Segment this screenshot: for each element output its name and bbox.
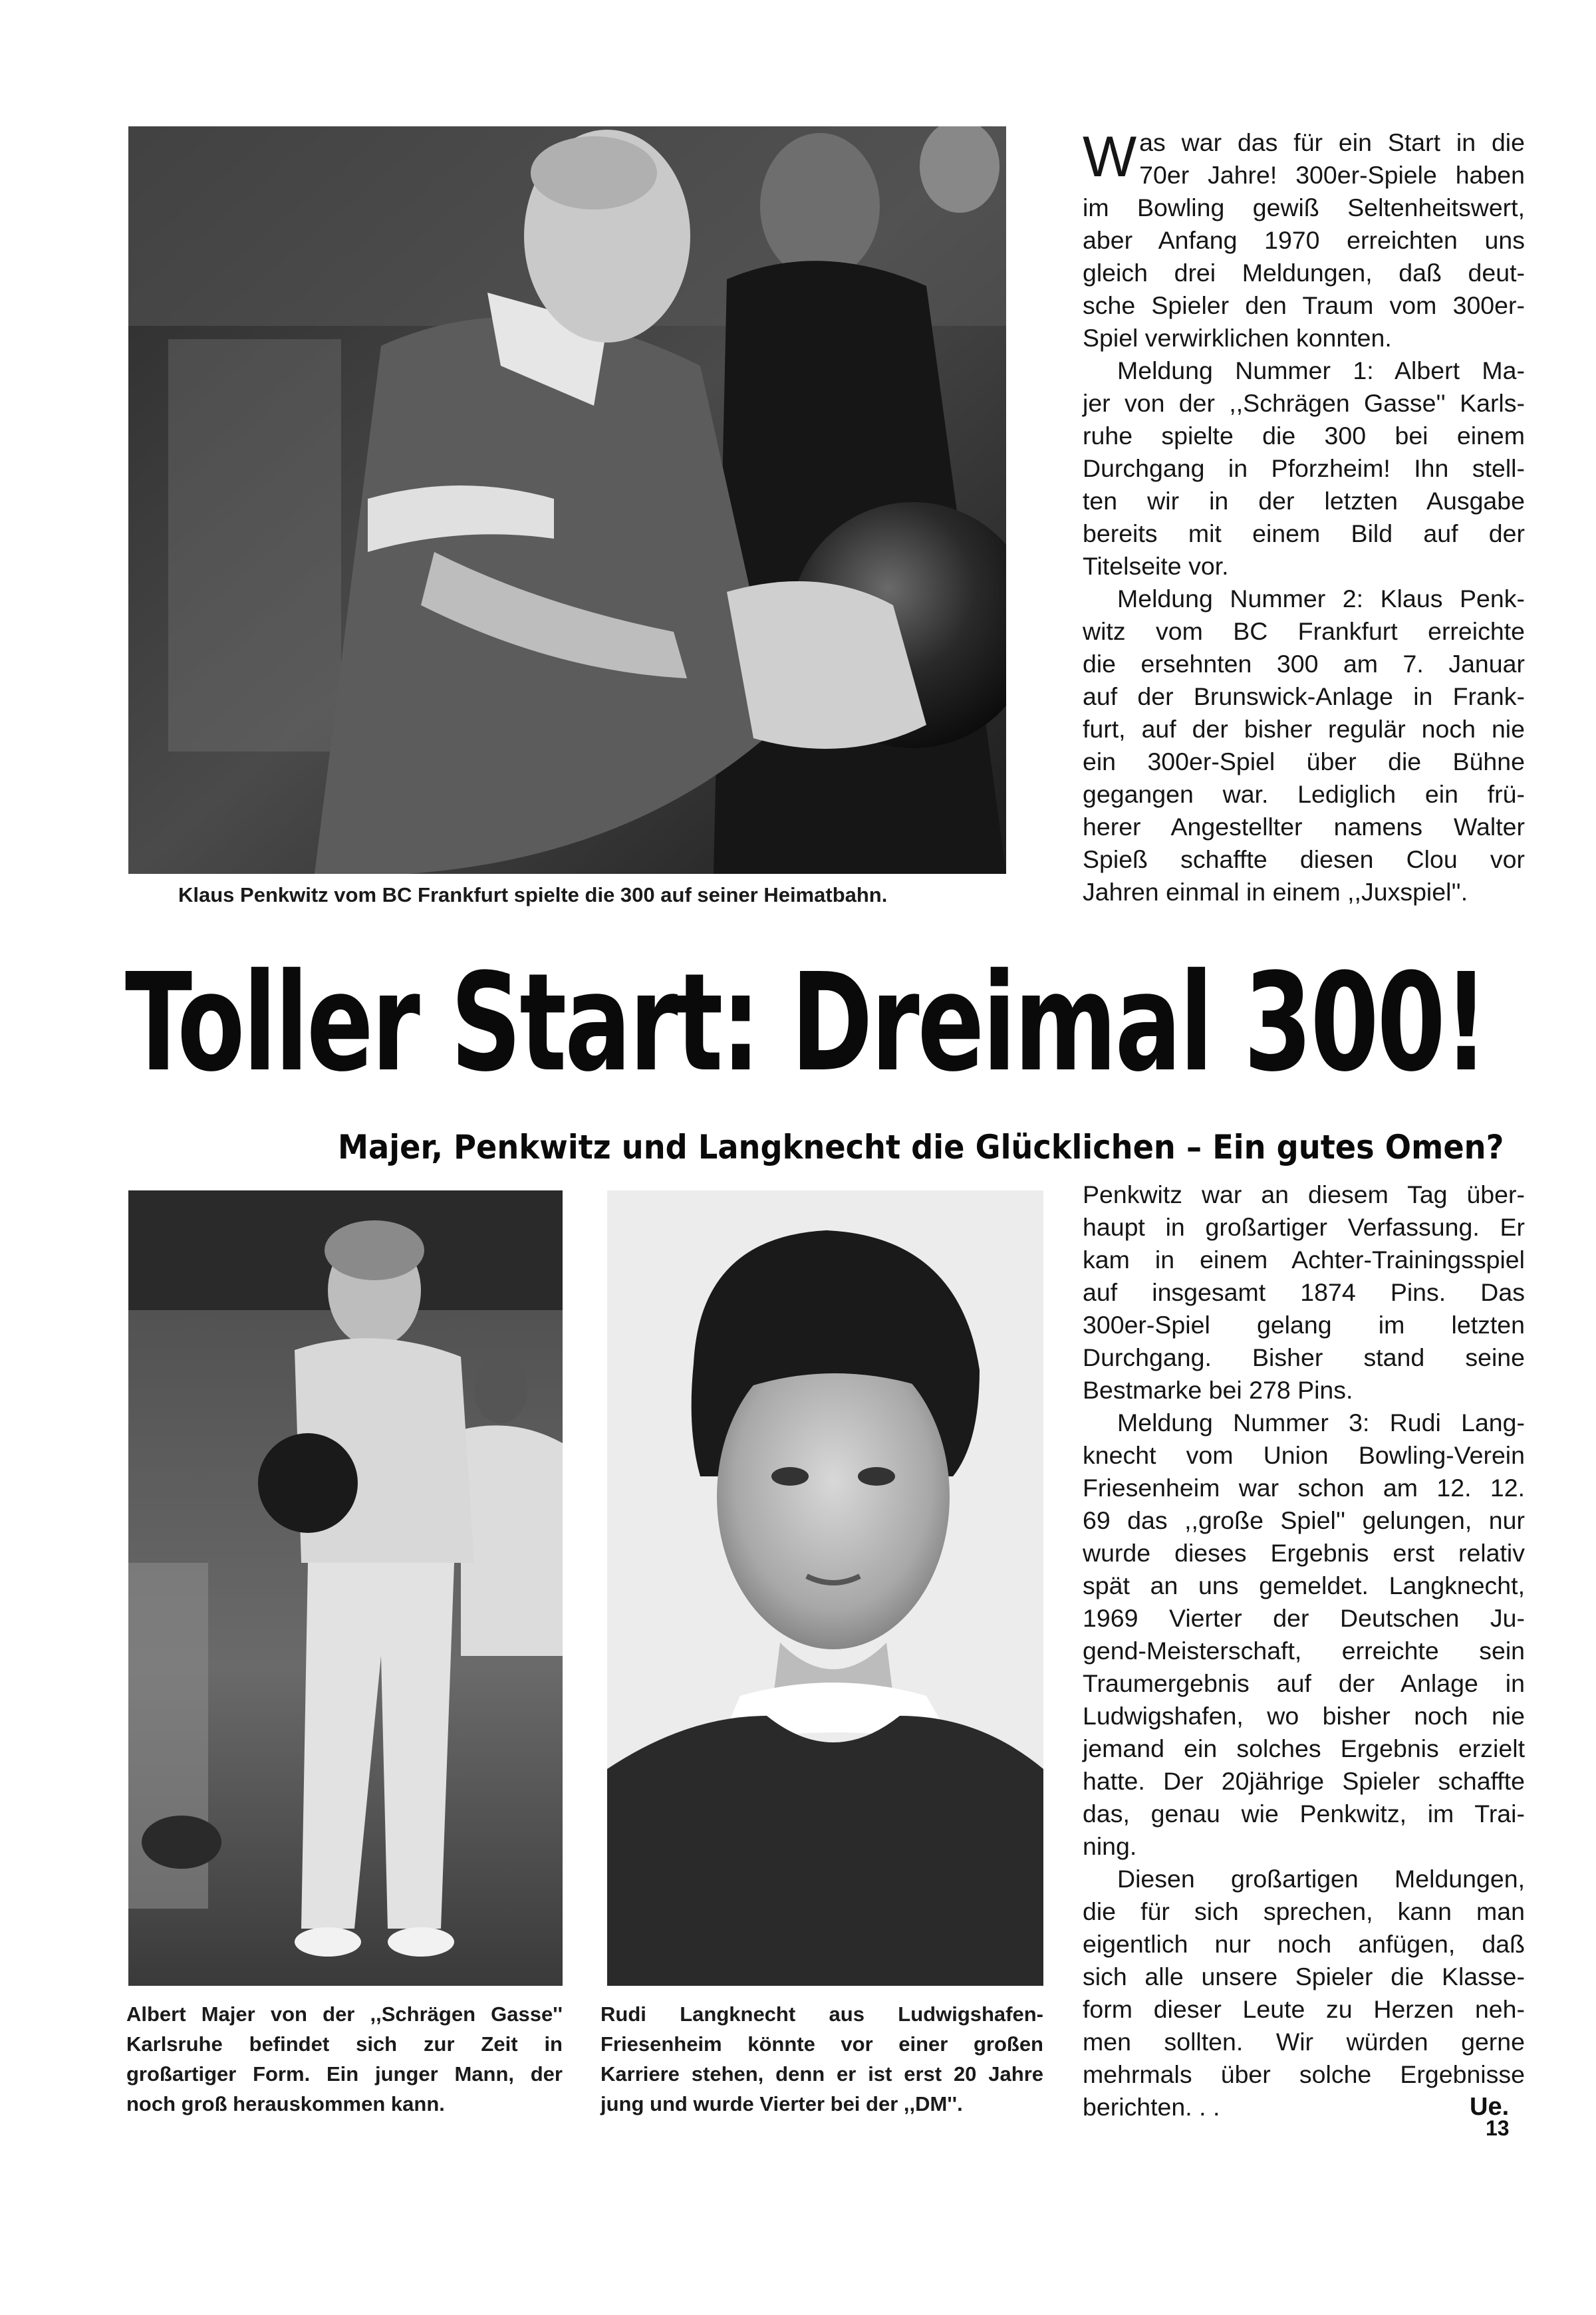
- text-line: Spieß schaffte diesen Clou vor: [1083, 845, 1525, 873]
- text-line: ten wir in der letzten Ausgabe: [1083, 487, 1525, 515]
- text-line: Titelseite vor.: [1083, 552, 1229, 580]
- caption-line: Karlsruhe befindet sich zur Zeit in: [126, 2032, 563, 2056]
- caption-line: jung und wurde Vierter bei der ,,DM''.: [600, 2092, 963, 2115]
- caption-line: Albert Majer von der ,,Schrägen Gasse'': [126, 2002, 563, 2026]
- text-line: Friesenheim war schon am 12. 12.: [1083, 1474, 1525, 1502]
- text-line: men sollten. Wir würden gerne: [1083, 2028, 1525, 2056]
- text-line: Meldung Nummer 1: Albert Ma-: [1117, 356, 1525, 384]
- text-line: 1969 Vierter der Deutschen Ju-: [1083, 1604, 1525, 1632]
- text-line: bereits mit einem Bild auf der: [1083, 519, 1525, 547]
- photo-penkwitz: [128, 126, 1006, 874]
- text-line: das, genau wie Penkwitz, im Trai-: [1083, 1800, 1525, 1828]
- photo-langknecht-image: [607, 1190, 1043, 1986]
- text-line: furt, auf der bisher regulär noch nie: [1083, 715, 1525, 743]
- text-line: gend-Meisterschaft, erreichte sein: [1083, 1637, 1525, 1665]
- caption-line: noch groß herauskommen kann.: [126, 2092, 445, 2115]
- text-line: form dieser Leute zu Herzen neh-: [1083, 1995, 1525, 2023]
- text-line: herer Angestellter namens Walter: [1083, 813, 1525, 841]
- text-line: im Bowling gewiß Seltenheitswert,: [1083, 194, 1525, 221]
- text-line: ruhe spielte die 300 bei einem: [1083, 422, 1525, 450]
- page-number: 13: [1486, 2116, 1510, 2140]
- text-line: 69 das ,,große Spiel'' gelungen, nur: [1083, 1506, 1525, 1534]
- photo-penkwitz-caption: [178, 880, 990, 910]
- drop-cap: W: [1083, 125, 1137, 189]
- text-line: mehrmals über solche Ergebnisse: [1083, 2060, 1525, 2088]
- text-line: Durchgang in Pforzheim! Ihn stell-: [1083, 454, 1525, 482]
- text-line: Ludwigshafen, wo bisher noch nie: [1083, 1702, 1525, 1730]
- text-line: eigentlich nur noch anfügen, daß: [1083, 1930, 1525, 1958]
- text-line: knecht vom Union Bowling-Verein: [1083, 1441, 1525, 1469]
- text-line: Meldung Nummer 2: Klaus Penk-: [1117, 585, 1525, 613]
- text-line: gleich drei Meldungen, daß deut-: [1083, 259, 1525, 287]
- text-line: sich alle unsere Spieler die Klasse-: [1083, 1963, 1525, 1990]
- text-line: wurde dieses Ergebnis erst relativ: [1083, 1539, 1525, 1567]
- text-line: witz vom BC Frankfurt erreichte: [1083, 617, 1525, 645]
- text-line: auf der Brunswick-Anlage in Frank-: [1083, 682, 1525, 710]
- text-line: gegangen war. Lediglich ein frü-: [1083, 780, 1525, 808]
- photo-penkwitz-image: [128, 126, 1006, 874]
- text-line: ning.: [1083, 1832, 1137, 1860]
- text-line: Spiel verwirklichen konnten.: [1083, 324, 1392, 352]
- text-line: die für sich sprechen, kann man: [1083, 1897, 1525, 1925]
- text-line: haupt in großartiger Verfassung. Er: [1083, 1213, 1525, 1241]
- text-line: Diesen großartigen Meldungen,: [1117, 1865, 1525, 1893]
- text-line: Meldung Nummer 3: Rudi Lang-: [1117, 1409, 1525, 1436]
- text-line: jer von der ,,Schrägen Gasse'' Karls-: [1083, 389, 1525, 417]
- photo-langknecht: [607, 1190, 1043, 1986]
- text-line: Durchgang. Bisher stand seine: [1083, 1343, 1525, 1371]
- text-line: Bestmarke bei 278 Pins.: [1083, 1376, 1353, 1404]
- text-line: aber Anfang 1970 erreichten uns: [1083, 226, 1525, 254]
- caption-text: Klaus Penkwitz vom BC Frankfurt spielte die 300 auf seiner Heimatbahn.: [178, 883, 888, 906]
- text-line: hatte. Der 20jährige Spieler schaffte: [1083, 1767, 1525, 1795]
- author-initials: Ue.: [1470, 2093, 1510, 2121]
- text-line: berichten. . .: [1083, 2093, 1220, 2121]
- text-line: spät an uns gemeldet. Langknecht,: [1083, 1571, 1525, 1599]
- subheadline: Majer, Penkwitz und Langknecht die Glücklichen – Ein gutes Omen?: [338, 1128, 1504, 1166]
- text-line: auf insgesamt 1874 Pins. Das: [1083, 1278, 1525, 1306]
- caption-line: Rudi Langknecht aus Ludwigshafen-: [600, 2002, 1043, 2026]
- text-line: 300er-Spiel gelang im letzten: [1083, 1311, 1525, 1339]
- photo-majer-caption: [126, 1999, 563, 2119]
- photo-majer-image: [128, 1190, 563, 1986]
- caption-line: Karriere stehen, denn er ist erst 20 Jahre: [600, 2062, 1043, 2086]
- text-line: Jahren einmal in einem ,,Juxspiel''.: [1083, 878, 1468, 906]
- text-line: Traumergebnis auf der Anlage in: [1083, 1669, 1525, 1697]
- headline: Toller Start: Dreimal 300!: [125, 944, 1487, 1101]
- photo-langknecht-caption: [600, 1999, 1043, 2119]
- text-line: jemand ein solches Ergebnis erzielt: [1083, 1734, 1525, 1762]
- caption-line: Friesenheim könnte vor einer großen: [600, 2032, 1043, 2056]
- article-column-top: [1083, 126, 1525, 908]
- text-line: die ersehnten 300 am 7. Januar: [1083, 650, 1525, 678]
- text-line: as war das für ein Start in die: [1139, 128, 1525, 156]
- text-line: sche Spieler den Traum vom 300er-: [1083, 291, 1525, 319]
- article-column-bottom: [1083, 1178, 1525, 2123]
- text-line: kam in einem Achter-Trainingsspiel: [1083, 1246, 1525, 1274]
- photo-majer: [128, 1190, 563, 1986]
- text-line: 70er Jahre! 300er-Spiele haben: [1139, 161, 1525, 189]
- text-line: ein 300er-Spiel über die Bühne: [1083, 748, 1525, 775]
- caption-line: großartiger Form. Ein junger Mann, der: [126, 2062, 563, 2086]
- text-line: Penkwitz war an diesem Tag über-: [1083, 1180, 1525, 1208]
